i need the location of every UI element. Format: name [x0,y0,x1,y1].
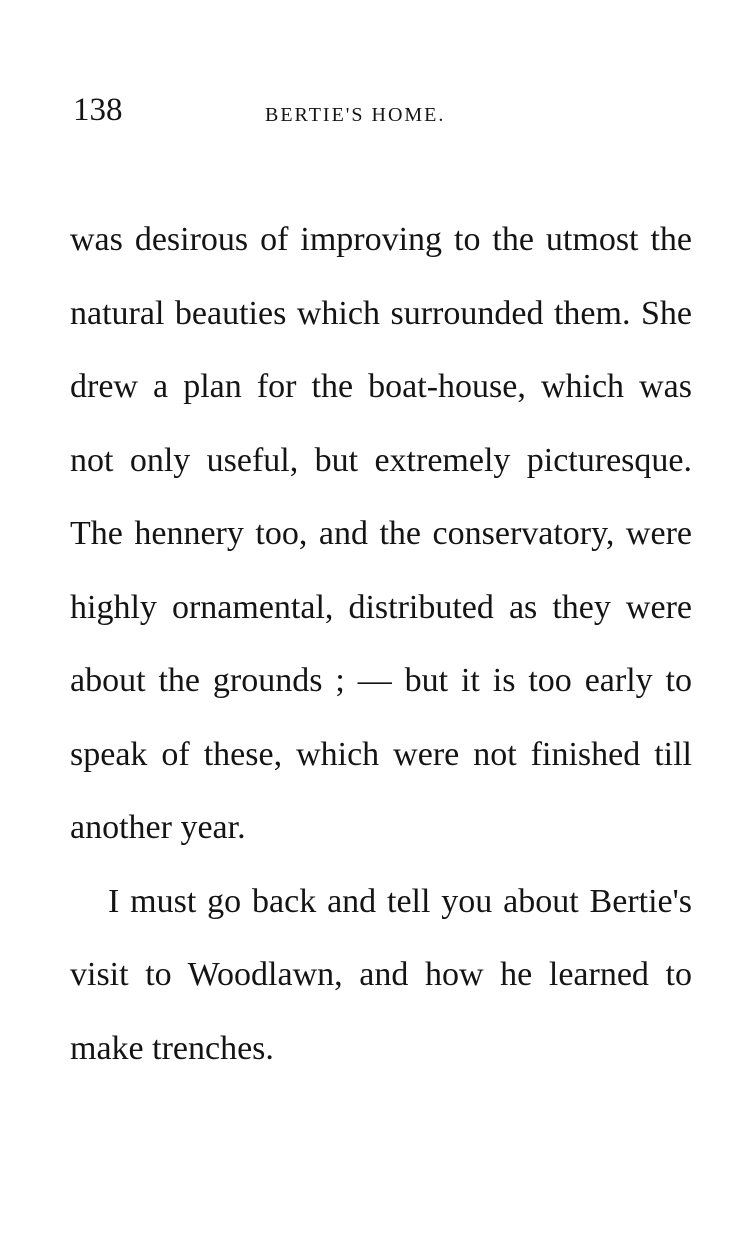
running-head: BERTIE'S HOME. [265,104,446,126]
page-number: 138 [73,92,123,128]
paragraph-2: I must go back and tell you about Bertie's visit to Woodlawn, and how he learned to make trenches. [70,882,692,1067]
paragraph-1: was desirous of improving to the utmost the natural beauties which surrounded them. She drew a plan for the boat-house, which was not only useful, but extremely picturesque. The hennery too, and the conservatory, were highly ornamental, distributed as they were about the grounds ; — but it is too early to speak of these, which were not finished till another year. [70,221,692,846]
body-text [70,203,692,1085]
page-header [73,90,693,140]
